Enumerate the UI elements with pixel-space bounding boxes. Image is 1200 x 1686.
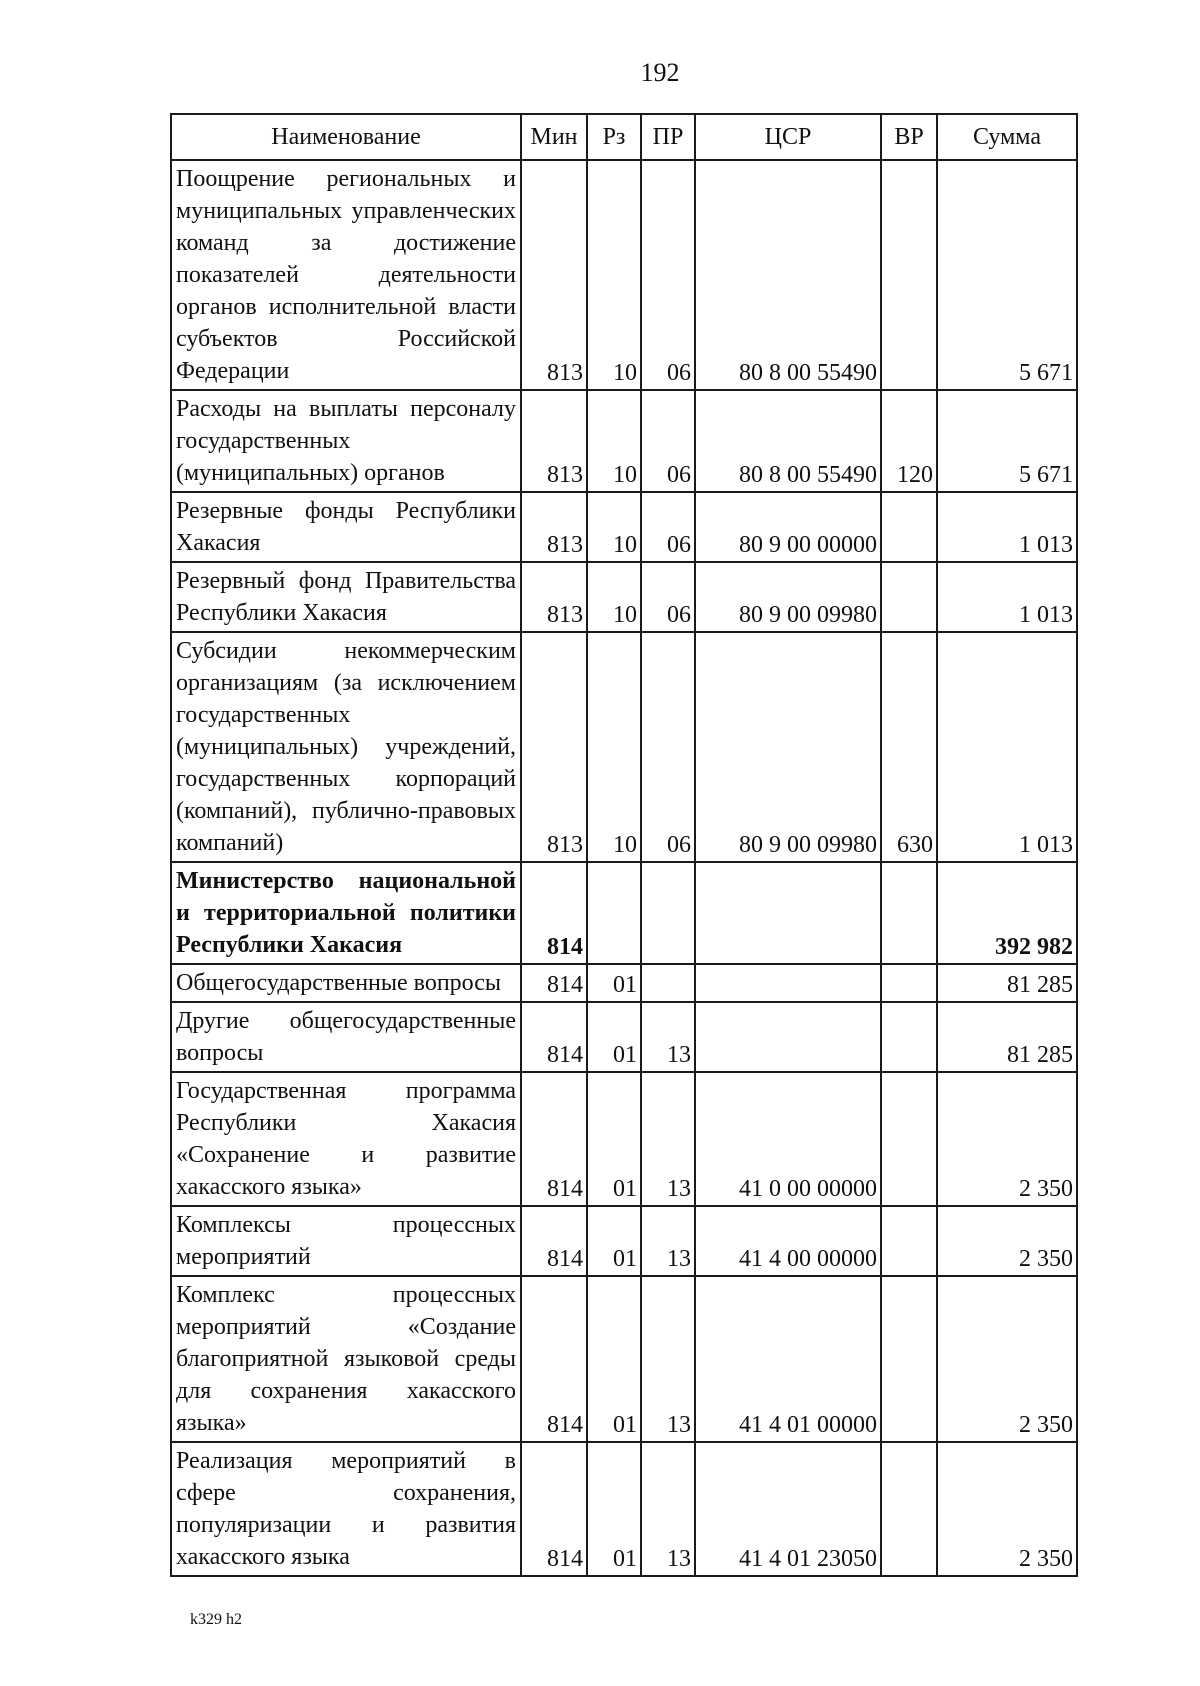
cell-name: Поощрение региональных и муниципальных управленческих команд за достижение показателей деятельности органов исполнительной власти субъектов Российской Федерации: [171, 160, 521, 390]
cell-vr: [881, 562, 937, 632]
cell-csr: 41 0 00 00000: [695, 1072, 881, 1206]
cell-pr: 13: [641, 1276, 695, 1442]
cell-sum: 2 350: [937, 1206, 1077, 1276]
cell-vr: [881, 1002, 937, 1072]
header-rz: Рз: [587, 114, 641, 160]
cell-min: 813: [521, 390, 587, 492]
cell-pr: [641, 862, 695, 964]
table-row: [171, 492, 1077, 562]
cell-rz: 10: [587, 390, 641, 492]
cell-min: 813: [521, 492, 587, 562]
budget-table: [170, 113, 1078, 1577]
cell-min: 814: [521, 1072, 587, 1206]
header-pr: ПР: [641, 114, 695, 160]
cell-vr: [881, 1276, 937, 1442]
cell-min: 813: [521, 160, 587, 390]
cell-name: Общегосударственные вопросы: [171, 964, 521, 1002]
cell-sum: 2 350: [937, 1442, 1077, 1576]
cell-sum: 392 982: [937, 862, 1077, 964]
cell-rz: 01: [587, 1072, 641, 1206]
cell-min: 814: [521, 862, 587, 964]
cell-vr: [881, 862, 937, 964]
cell-pr: 06: [641, 492, 695, 562]
cell-sum: 81 285: [937, 1002, 1077, 1072]
header-vr: ВР: [881, 114, 937, 160]
cell-pr: 13: [641, 1206, 695, 1276]
cell-rz: 10: [587, 562, 641, 632]
cell-rz: 10: [587, 492, 641, 562]
footer-code: k329 h2: [190, 1611, 242, 1628]
cell-min: 813: [521, 562, 587, 632]
table-row: [171, 964, 1077, 1002]
cell-rz: 10: [587, 632, 641, 862]
cell-pr: 06: [641, 562, 695, 632]
header-csr: ЦСР: [695, 114, 881, 160]
header-name: Наименование: [171, 114, 521, 160]
cell-rz: 01: [587, 1442, 641, 1576]
cell-vr: [881, 1206, 937, 1276]
cell-pr: [641, 964, 695, 1002]
table-row: [171, 1276, 1077, 1442]
table-row: [171, 562, 1077, 632]
cell-pr: 13: [641, 1002, 695, 1072]
cell-csr: 80 8 00 55490: [695, 390, 881, 492]
cell-min: 814: [521, 964, 587, 1002]
cell-vr: [881, 160, 937, 390]
cell-csr: 80 8 00 55490: [695, 160, 881, 390]
cell-vr: 630: [881, 632, 937, 862]
cell-sum: 2 350: [937, 1276, 1077, 1442]
table-row: [171, 390, 1077, 492]
cell-pr: 13: [641, 1442, 695, 1576]
cell-sum: 5 671: [937, 160, 1077, 390]
cell-rz: [587, 862, 641, 964]
cell-vr: [881, 964, 937, 1002]
cell-csr: 80 9 00 09980: [695, 562, 881, 632]
cell-vr: 120: [881, 390, 937, 492]
page-number: 192: [640, 58, 680, 87]
cell-pr: 06: [641, 632, 695, 862]
cell-csr: [695, 1002, 881, 1072]
table-body: [171, 160, 1077, 1576]
cell-rz: 10: [587, 160, 641, 390]
cell-sum: 2 350: [937, 1072, 1077, 1206]
cell-vr: [881, 1072, 937, 1206]
cell-csr: 41 4 01 00000: [695, 1276, 881, 1442]
cell-csr: 41 4 00 00000: [695, 1206, 881, 1276]
cell-pr: 06: [641, 390, 695, 492]
table-row: [171, 1002, 1077, 1072]
cell-name: Другие общегосударственные вопросы: [171, 1002, 521, 1072]
cell-min: 813: [521, 632, 587, 862]
table-row: [171, 1206, 1077, 1276]
cell-name: Резервные фонды Республики Хакасия: [171, 492, 521, 562]
cell-name: Комплексы процессных мероприятий: [171, 1206, 521, 1276]
cell-name: Министерство национальной и территориальной политики Республики Хакасия: [171, 862, 521, 964]
cell-min: 814: [521, 1442, 587, 1576]
cell-vr: [881, 1442, 937, 1576]
cell-rz: 01: [587, 1276, 641, 1442]
cell-pr: 13: [641, 1072, 695, 1206]
cell-rz: 01: [587, 1002, 641, 1072]
cell-min: 814: [521, 1206, 587, 1276]
cell-csr: 41 4 01 23050: [695, 1442, 881, 1576]
table-row: [171, 1442, 1077, 1576]
cell-rz: 01: [587, 1206, 641, 1276]
table-row: [171, 160, 1077, 390]
cell-min: 814: [521, 1276, 587, 1442]
table-row: [171, 862, 1077, 964]
cell-sum: 1 013: [937, 632, 1077, 862]
header-min: Мин: [521, 114, 587, 160]
cell-name: Расходы на выплаты персоналу государственных (муниципальных) органов: [171, 390, 521, 492]
cell-name: Комплекс процессных мероприятий «Создание благоприятной языковой среды для сохранения хакасского языка»: [171, 1276, 521, 1442]
cell-csr: 80 9 00 09980: [695, 632, 881, 862]
cell-sum: 81 285: [937, 964, 1077, 1002]
cell-sum: 1 013: [937, 562, 1077, 632]
cell-vr: [881, 492, 937, 562]
table-row: [171, 632, 1077, 862]
cell-pr: 06: [641, 160, 695, 390]
cell-min: 814: [521, 1002, 587, 1072]
cell-csr: [695, 862, 881, 964]
cell-csr: [695, 964, 881, 1002]
cell-csr: 80 9 00 00000: [695, 492, 881, 562]
cell-sum: 1 013: [937, 492, 1077, 562]
cell-name: Субсидии некоммерческим организациям (за исключением государственных (муниципальных) учреждений, государственных корпораций (компаний), публично-правовых компаний): [171, 632, 521, 862]
cell-sum: 5 671: [937, 390, 1077, 492]
table-row: [171, 1072, 1077, 1206]
header-sum: Сумма: [937, 114, 1077, 160]
table-header-row: [171, 114, 1077, 160]
cell-name: Реализация мероприятий в сфере сохранения, популяризации и развития хакасского языка: [171, 1442, 521, 1576]
cell-name: Государственная программа Республики Хакасия «Сохранение и развитие хакасского языка»: [171, 1072, 521, 1206]
cell-rz: 01: [587, 964, 641, 1002]
cell-name: Резервный фонд Правительства Республики Хакасия: [171, 562, 521, 632]
